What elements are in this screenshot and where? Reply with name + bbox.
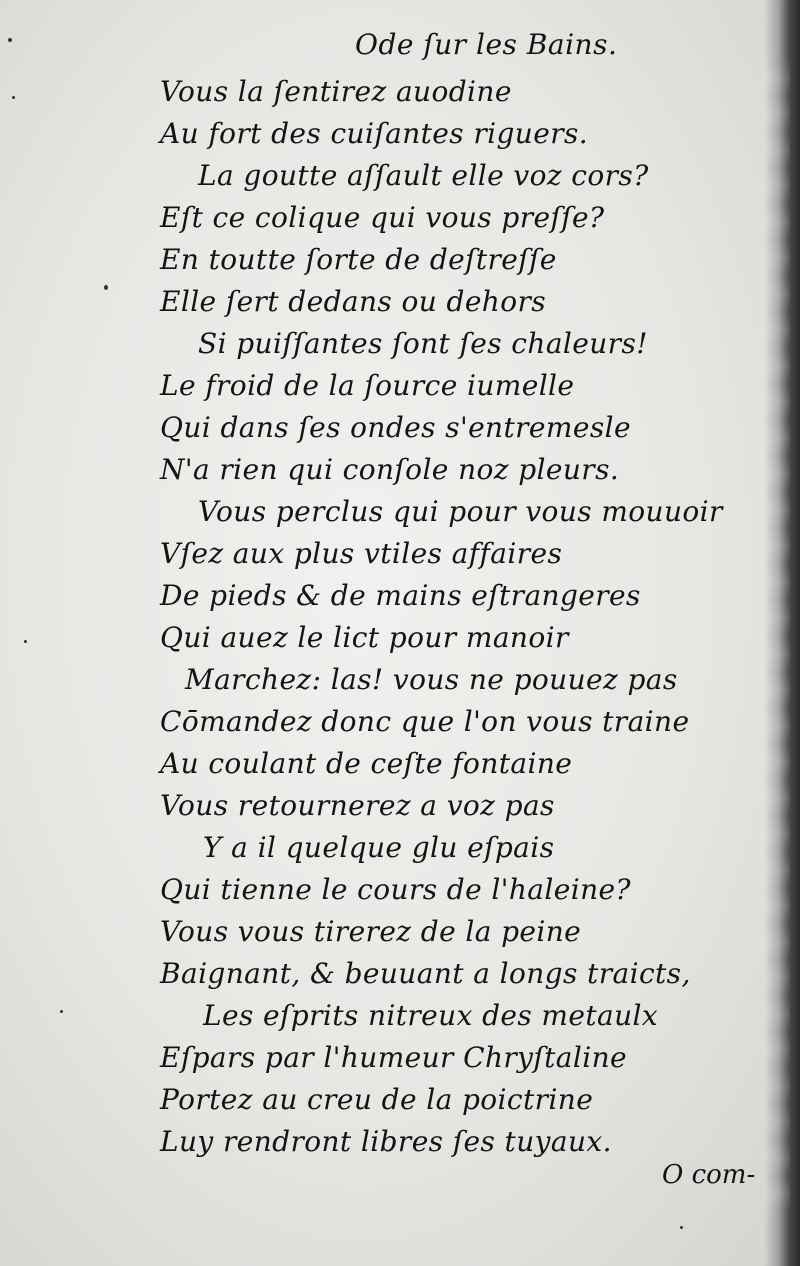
verse-line: En toutte ſorte de deſtreſſe xyxy=(160,243,557,276)
verse-line: Qui tienne le cours de l'haleine? xyxy=(160,873,631,906)
verse-line: Eſt ce colique qui vous preſſe? xyxy=(160,201,605,234)
verse-line: Vous vous tirerez de la peine xyxy=(160,915,582,948)
verse-line: Cōmandez donc que l'on vous traine xyxy=(160,705,690,738)
verse-line: Au fort des cuiſantes riguers. xyxy=(160,117,589,150)
page-header: Ode ſur les Bains. xyxy=(355,28,618,61)
catchword: O com- xyxy=(662,1160,756,1190)
verse-line: Baignant, & beuuant a longs traicts, xyxy=(160,957,691,990)
verse-line: Qui dans ſes ondes s'entremesle xyxy=(160,411,631,444)
verse-line: Vous perclus qui pour vous mouuoir xyxy=(198,495,723,528)
verse-line: N'a rien qui conſole noz pleurs. xyxy=(160,453,620,486)
verse-line: De pieds & de mains eſtrangeres xyxy=(160,579,641,612)
verse-line: Eſpars par l'humeur Chryſtaline xyxy=(160,1041,628,1074)
verse-line: Si puiſſantes ſont ſes chaleurs! xyxy=(198,327,648,360)
verse-line: Y a il quelque glu eſpais xyxy=(203,831,555,864)
verse-line: Vſez aux plus vtiles affaires xyxy=(160,537,563,570)
verse-line: La goutte aſſault elle voz cors? xyxy=(198,159,649,192)
verse-line: Qui auez le lict pour manoir xyxy=(160,621,569,654)
verse-line: Les eſprits nitreux des metaulx xyxy=(203,999,659,1032)
verse-line: Le froid de la ſource iumelle xyxy=(160,369,575,402)
verse-line: Vous retournerez a voz pas xyxy=(160,789,555,822)
verse-line: Au coulant de ceſte fontaine xyxy=(160,747,573,780)
verse-line: Luy rendront libres ſes tuyaux. xyxy=(160,1125,612,1158)
verse-line: Portez au creu de la poictrine xyxy=(160,1083,594,1116)
verse-line: Vous la ſentirez auodine xyxy=(160,75,512,108)
verse-line: Marchez: las! vous ne pouuez pas xyxy=(185,663,678,696)
verse-line: Elle ſert dedans ou dehors xyxy=(160,285,547,318)
